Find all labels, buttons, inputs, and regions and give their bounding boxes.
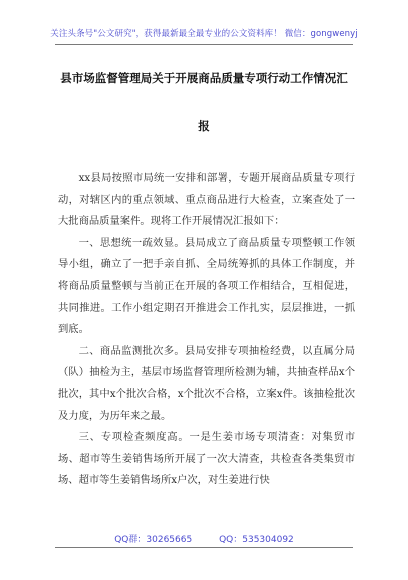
footer-qq-group: QQ群：30265665 bbox=[114, 535, 193, 545]
footer-qq: QQ：535304092 bbox=[219, 535, 294, 545]
footer-contact bbox=[0, 532, 408, 545]
paragraph-intro: xx县局按照市局统一安排和部署，专题开展商品质量专项行动，对辖区内的重点领域、重点商品进行大检查，立案查处了一大批商品质量案件。现将工作开展情况汇报如下： bbox=[58, 172, 355, 228]
paragraph-section-2: 二、商品监测批次多。县局安排专项抽检经费，以直属分局（队）抽检为主，基层市场监督管理所检测为辅，共抽查样品x个批次，其中x个批次合格，x个批次不合格，立案x件。该抽检批次及力度，为历年来之最。 bbox=[58, 344, 355, 422]
header-divider bbox=[55, 44, 353, 45]
document-body bbox=[58, 168, 355, 492]
paragraph-section-3: 三、专项检查频度高。一是生姜市场专项清查：对集贸市场、超市等生姜销售场所开展了一次大清查，共检查各类集贸市场、超市等生姜销售场所x户次，对生姜进行快 bbox=[58, 431, 355, 487]
document-title-continuation: 报 bbox=[198, 119, 210, 133]
footer-divider bbox=[55, 547, 353, 548]
header-note: 关注头条号"公文研究"，获得最新最全最专业的公文资料库！ 微信：gongwenyj bbox=[50, 29, 358, 39]
paragraph-section-1: 一、思想统一疏效显。县局成立了商品质量专项整顿工作领导小组，确立了一把手亲自抓、全局统筹抓的具体工作制度，并将商品质量整顿与当前正在开展的各项工作相结合，互相促进，共同推进。工作小组定期召开推进会工作扎实，层层推进，一抓到底。 bbox=[58, 236, 355, 336]
document-title: 县市场监督管理局关于开展商品质量专项行动工作情况汇 bbox=[60, 71, 348, 85]
